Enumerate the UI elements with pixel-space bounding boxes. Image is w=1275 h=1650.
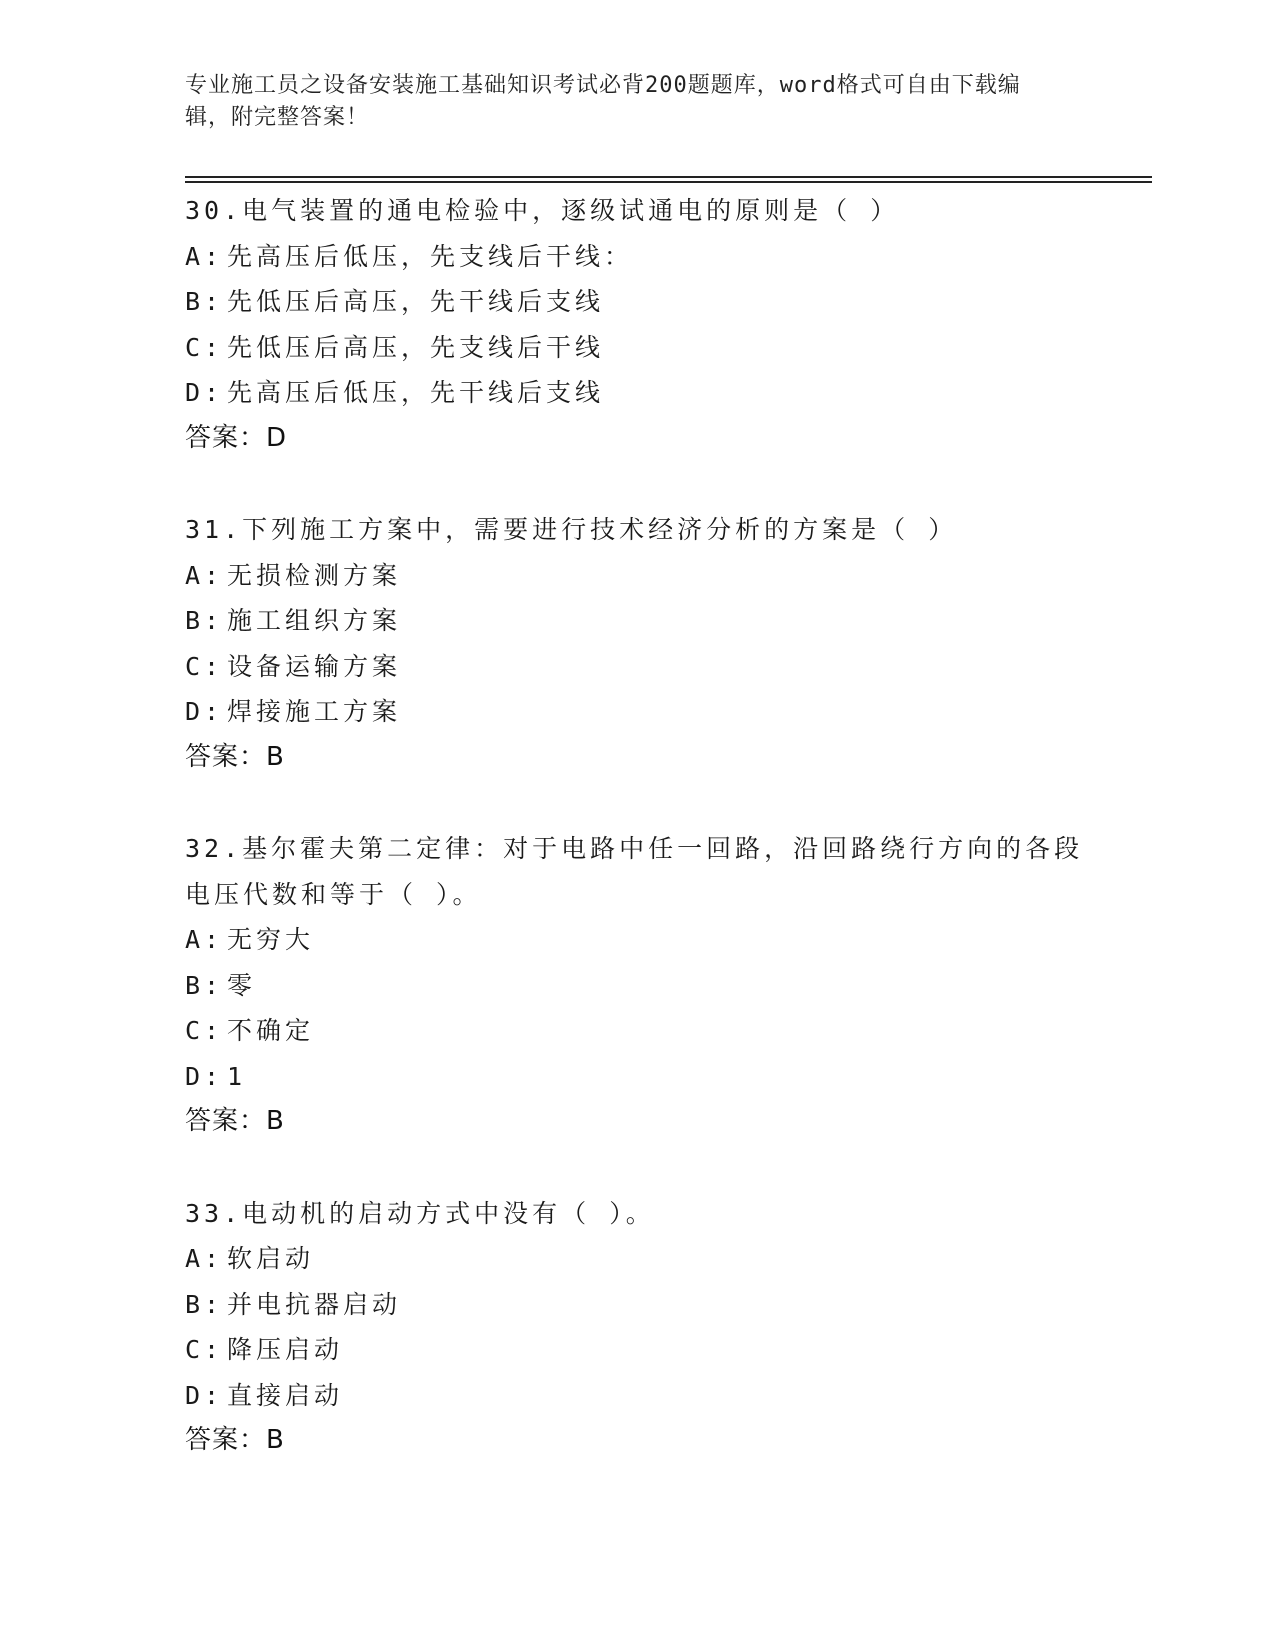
option-text: 无损检测方案 [227,560,402,590]
option-text: 先低压后高压，先支线后干线 [227,332,605,362]
option-b [185,598,1085,644]
option-key: C: [185,1335,224,1364]
option-key: D: [185,697,224,726]
option-d [185,1373,1085,1419]
option-text: 直接启动 [227,1380,344,1410]
option-text: 并电抗器启动 [227,1289,402,1319]
option-key: B: [185,970,224,1000]
option-c [185,325,1085,371]
option-key: A: [185,1244,224,1273]
option-text: 零 [227,970,257,1000]
question-31 [185,507,1085,780]
question-title: 33.电动机的启动方式中没有（ ）。 [185,1198,655,1228]
option-key: C: [185,332,224,362]
header-divider-bottom [185,181,1152,183]
option-text: 不确定 [227,1016,315,1045]
option-key: D: [185,1061,224,1091]
option-key: C: [185,651,224,681]
question-33 [185,1191,1085,1464]
option-text: 焊接施工方案 [227,697,402,726]
document-header: 专业施工员之设备安装施工基础知识考试必背200题题库，word格式可自由下载编辑，附完整答案！ [185,73,1021,130]
answer: 答案：B [185,741,285,772]
question-title: 30.电气装置的通电检验中，逐级试通电的原则是（ ） [185,196,900,225]
option-a [185,553,1085,599]
option-text: 先高压后低压，先干线后支线 [227,378,605,407]
option-key: B: [185,1289,224,1319]
option-c [185,1008,1085,1054]
option-d [185,689,1085,735]
option-a [185,1236,1085,1282]
option-key: A: [185,241,224,271]
option-a [185,234,1085,280]
option-text: 设备运输方案 [227,651,402,681]
question-title: 31.下列施工方案中，需要进行技术经济分析的方案是（ ） [185,515,958,544]
option-key: B: [185,606,224,635]
option-a [185,917,1085,963]
question-30 [185,188,1085,461]
question-title: 32.基尔霍夫第二定律：对于电路中任一回路，沿回路绕行方向的各段电压代数和等于（ ）。 [185,834,1084,909]
answer: 答案：B [185,1106,285,1136]
option-key: A: [185,560,224,590]
option-d [185,1054,1085,1100]
answer: 答案：D [185,422,288,453]
question-32 [185,826,1085,1145]
option-text: 1 [227,1061,247,1091]
option-key: C: [185,1016,224,1045]
option-text: 无穷大 [227,925,315,954]
option-d [185,370,1085,416]
option-c [185,1327,1085,1373]
option-text: 先高压后低压，先支线后干线： [227,241,634,271]
option-text: 降压启动 [227,1335,344,1364]
option-text: 先低压后高压，先干线后支线 [227,287,605,316]
question-list [185,188,1085,1510]
option-b [185,1282,1085,1328]
option-b [185,963,1085,1009]
answer: 答案：B [185,1425,285,1455]
option-key: B: [185,287,224,316]
option-key: D: [185,378,224,407]
option-text: 施工组织方案 [227,606,402,635]
option-text: 软启动 [227,1244,315,1273]
option-c [185,644,1085,690]
header-divider-top [185,176,1152,178]
option-key: D: [185,1380,224,1410]
option-b [185,279,1085,325]
option-key: A: [185,925,224,954]
